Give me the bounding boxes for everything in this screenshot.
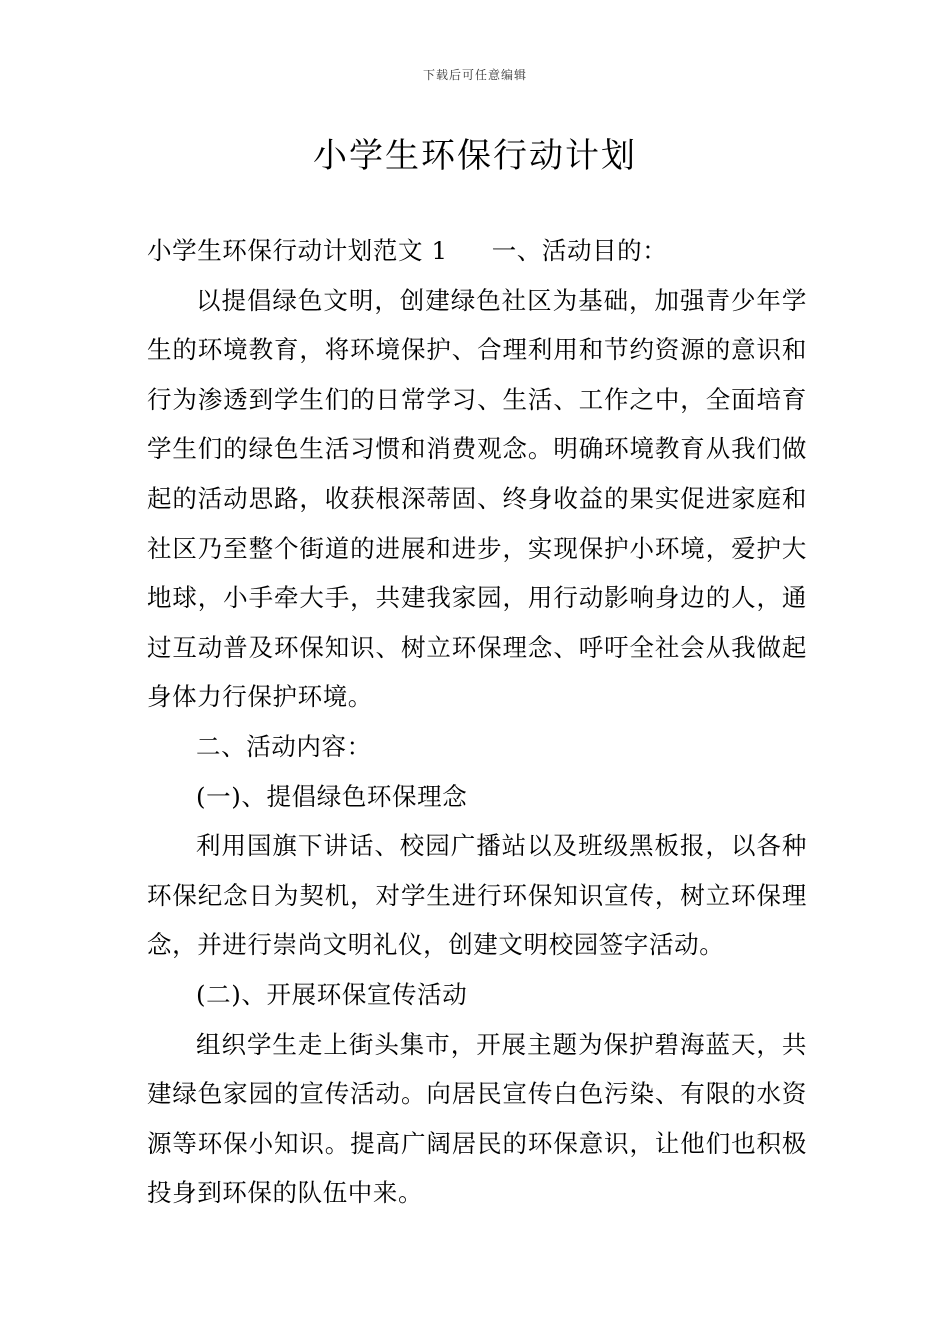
paragraph: 组织学生走上街头集市，开展主题为保护碧海蓝天，共建绿色家园的宣传活动。向居民宣传白色污染、有限的水资源等环保小知识。提高广阔居民的环保意识，让他们也积极投身到环保的队伍中来。 [147, 1029, 807, 1208]
intro-line [147, 226, 807, 276]
document-title: 小学生环保行动计划 [313, 136, 637, 176]
paragraph: 以提倡绿色文明，创建绿色社区为基础，加强青少年学生的环境教育，将环境保护、合理利用和节约资源的意识和行为渗透到学生们的日常学习、生活、工作之中，全面培育学生们的绿色生活习惯和消费观念。明确环境教育从我们做起的活动思路，收获根深蒂固、终身收益的果实促进家庭和社区乃至整个街道的进展和进步，实现保护小环境，爱护大地球，小手牵大手，共建我家园，用行动影响身边的人，通过互动普及环保知识、树立环保理念、呼吁全社会从我做起身体力行保护环境。 [147, 285, 807, 712]
subsection-heading: (二)、开展环保宣传活动 [196, 979, 468, 1009]
paragraph: 利用国旗下讲话、校园广播站以及班级黑板报，以各种环保纪念日为契机，对学生进行环保知识宣传，树立环保理念，并进行崇尚文明礼仪，创建文明校园签字活动。 [147, 831, 807, 960]
section-heading: 一、活动目的： [491, 236, 668, 265]
document-body [147, 226, 807, 1218]
subsection-heading: (一)、提倡绿色环保理念 [196, 781, 468, 811]
section-heading: 二、活动内容： [196, 731, 372, 761]
page-header-note: 下载后可任意编辑 [422, 68, 527, 82]
intro-label: 小学生环保行动计划范文 1 [147, 236, 448, 265]
